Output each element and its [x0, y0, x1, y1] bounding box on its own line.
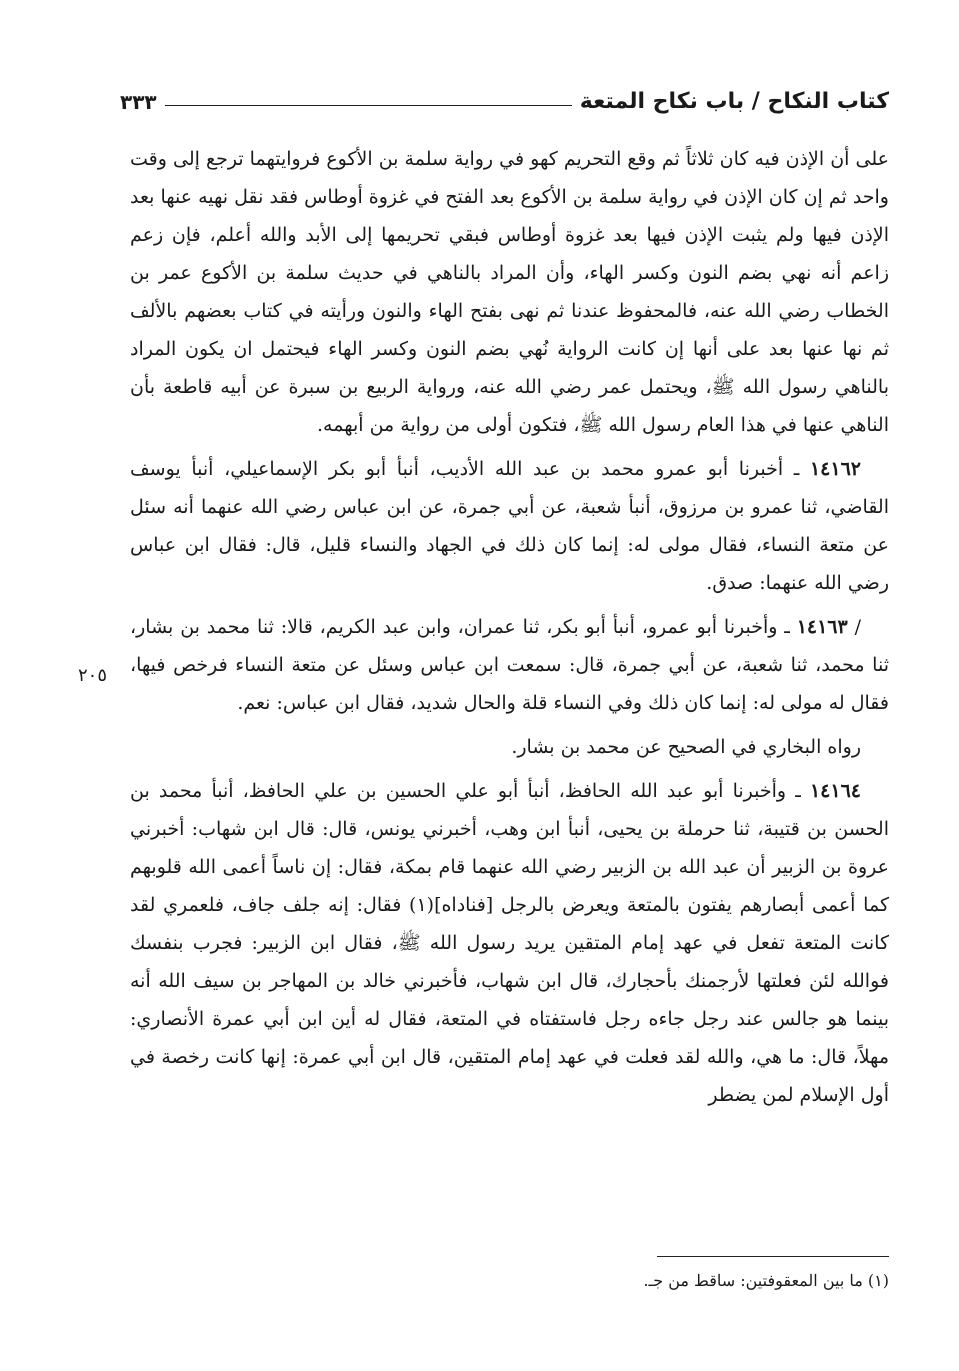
- hadith-text: ـ وأخبرنا أبو عبد الله الحافظ، أنبأ أبو علي الحسين بن علي الحافظ، أنبأ محمد بن الحسن بن قتيبة، ثنا حرملة بن يحيى، أنبأ ابن وهب، أخبرني يونس، قال: قال ابن شهاب: أخبرني عروة بن الزبير أن عبد الله بن الزبير رضي الله عنهما قام بمكة، فقال: إن ناساً أعمى الله قلوبهم كما أعمى أبصارهم يفتون بالمتعة ويعرض بالرجل [فناداه](١) فقال: إنه جلف جاف، فلعمري لقد كانت المتعة تفعل في عهد إمام المتقين يريد رسول الله ﷺ، فقال ابن الزبير: فجرب بنفسك فوالله لئن فعلتها لأرجمنك بأحجارك، قال ابن شهاب، فأخبرني خالد بن المهاجر بن سيف الله أنه بينما هو جالس عند رجل جاءه رجل فاستفتاه في المتعة، فقال له أين ابن أبي عمرة الأنصاري: مهلاً، قال: ما هي، والله لقد فعلت في عهد إمام المتقين، قال ابن أبي عمرة: إنها كانت رخصة في أول الإسلام لمن يضطر: [130, 780, 889, 1106]
- hadith-number: ١٤١٦٤: [809, 780, 861, 802]
- main-text: [130, 140, 889, 1120]
- hadith-text: ـ وأخبرنا أبو عمرو، أنبأ أبو بكر، ثنا عمران، وابن عبد الكريم، قالا: ثنا محمد بن بشار، ثنا محمد، ثنا شعبة، عن أبي جمرة، قال: سمعت ابن عباس وسئل عن متعة النساء فرخص فيها، فقال له مولى له: إنما كان ذلك وفي النساء قلة والحال شديد، فقال ابن عباس: نعم.: [130, 616, 889, 714]
- page-number: ٣٣٣: [120, 90, 157, 114]
- hadith-14163: [130, 608, 889, 722]
- paragraph-text: رواه البخاري في الصحيح عن محمد بن بشار.: [511, 736, 861, 758]
- page-break-marker: /: [854, 616, 861, 638]
- margin-page-reference: ٢٠٥: [78, 665, 108, 686]
- hadith-14164: [130, 772, 889, 1114]
- paragraph-commentary: [130, 140, 889, 444]
- header-rule: [165, 105, 572, 106]
- header-title: كتاب النكاح / باب نكاح المتعة: [579, 89, 889, 114]
- footnote: (١) ما بين المعقوفتين: ساقط من جـ.: [643, 1271, 889, 1290]
- running-header: [120, 80, 889, 114]
- hadith-14162: [130, 450, 889, 602]
- hadith-number: ١٤١٦٣: [796, 616, 848, 638]
- paragraph-attribution: [130, 728, 889, 766]
- hadith-number: ١٤١٦٢: [809, 458, 861, 480]
- paragraph-text: على أن الإذن فيه كان ثلاثاً ثم وقع التحريم كهو في رواية سلمة بن الأكوع فروايتهما ترجع إلى وقت واحد ثم إن كان الإذن في رواية سلمة بن الأكوع بعد الفتح في غزوة أوطاس فقد نقل نهيه عنها بعد الإذن فيها ولم يثبت الإذن فيها بعد غزوة أوطاس فبقي تحريمها إلى الأبد والله أعلم، فإن زعم زاعم أنه نهي بضم النون وكسر الهاء، وأن المراد بالناهي في حديث سلمة بن الأكوع عمر بن الخطاب رضي الله عنه، فالمحفوظ عندنا ثم نهى بفتح الهاء والنون ورأيته في كتاب بعضهم بالألف ثم نها عنها بعد على أنها إن كانت الرواية نُهي بضم النون وكسر الهاء فيحتمل ان يكون المراد بالناهي رسول الله ﷺ، ويحتمل عمر رضي الله عنه، ورواية الربيع بن سبرة عن أبيه قاطعة بأن الناهي عنها في هذا العام رسول الله ﷺ، فتكون أولى من رواية من أبهمه.: [130, 148, 889, 436]
- footnote-divider: [657, 1256, 889, 1257]
- hadith-text: ـ أخبرنا أبو عمرو محمد بن عبد الله الأديب، أنبأ أبو بكر الإسماعيلي، أنبأ يوسف القاضي، ثنا عمرو بن مرزوق، أنبأ شعبة، عن أبي جمرة، عن ابن عباس رضي الله عنهما أنه سئل عن متعة النساء، فقال مولى له: إنما كان ذلك في الجهاد والنساء قليل، قال: فقال ابن عباس رضي الله عنهما: صدق.: [130, 458, 889, 594]
